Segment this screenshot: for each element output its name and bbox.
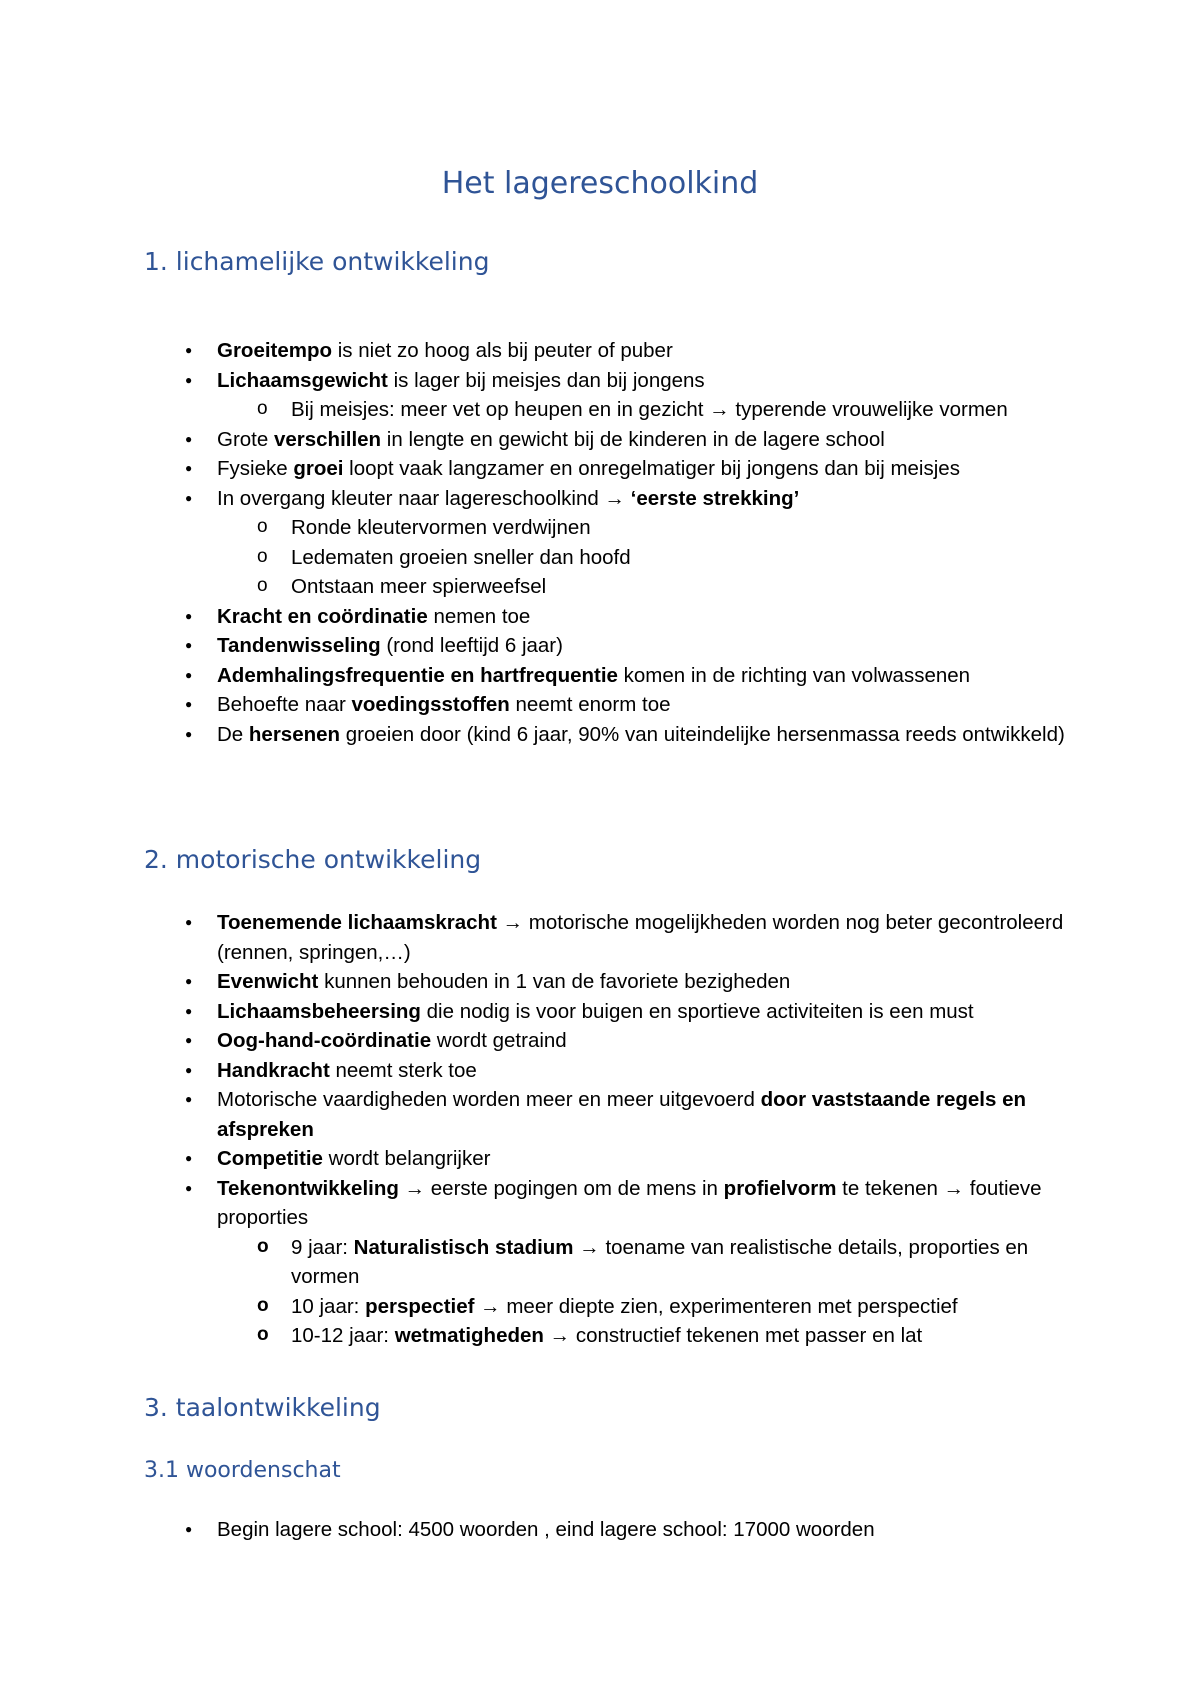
sub-list-item: o Ledematen groeien sneller dan hoofd bbox=[291, 543, 1097, 573]
sub-list-item: o Ronde kleutervormen verdwijnen bbox=[291, 513, 1097, 543]
section-heading-3: 3. taalontwikkeling bbox=[144, 1393, 381, 1422]
section-heading-2: 2. motorische ontwikkeling bbox=[144, 845, 482, 874]
list-item: ● Oog-hand-coördinatie wordt getraind bbox=[217, 1026, 1097, 1056]
list-item: ● De hersenen groeien door (kind 6 jaar, 90% van uiteindelijke hersenmassa reeds ontwikkeld) bbox=[217, 720, 1097, 750]
list-item: ● Handkracht neemt sterk toe bbox=[217, 1056, 1097, 1086]
document-title: Het lagereschoolkind bbox=[441, 166, 759, 201]
list-item: ● Begin lagere school: 4500 woorden , eind lagere school: 17000 woorden bbox=[217, 1515, 1097, 1545]
sub-list-item: o 10 jaar: perspectief → meer diepte zien, experimenteren met perspectief bbox=[291, 1292, 1097, 1322]
list-item: ● Competitie wordt belangrijker bbox=[217, 1144, 1097, 1174]
list-section-3 bbox=[217, 1515, 1097, 1545]
sub-list-item: o Ontstaan meer spierweefsel bbox=[291, 572, 1097, 602]
list-item: ● Fysieke groei loopt vaak langzamer en onregelmatiger bij jongens dan bij meisjes bbox=[217, 454, 1097, 484]
list-item: ● Toenemende lichaamskracht → motorische mogelijkheden worden nog beter gecontroleerd (rennen, springen,…) bbox=[217, 908, 1097, 967]
list-item: ● Behoefte naar voedingsstoffen neemt enorm toe bbox=[217, 690, 1097, 720]
list-item: ● Lichaamsbeheersing die nodig is voor buigen en sportieve activiteiten is een must bbox=[217, 997, 1097, 1027]
subsection-heading-3-1: 3.1 woordenschat bbox=[144, 1458, 341, 1483]
sub-list bbox=[217, 395, 1097, 425]
list-item: ● Motorische vaardigheden worden meer en meer uitgevoerd door vaststaande regels en afspreken bbox=[217, 1085, 1097, 1144]
sub-list-item: o Bij meisjes: meer vet op heupen en in gezicht → typerende vrouwelijke vormen bbox=[291, 395, 1097, 425]
list-item: ● Lichaamsgewicht is lager bij meisjes dan bij jongens o Bij meisjes: meer vet op heupen en in gezicht → typerende vrouwelijke vormen bbox=[217, 366, 1097, 425]
list-item: ● Evenwicht kunnen behouden in 1 van de favoriete bezigheden bbox=[217, 967, 1097, 997]
list-item: ● Groeitempo is niet zo hoog als bij peuter of puber bbox=[217, 336, 1097, 366]
list-section-1 bbox=[217, 336, 1097, 749]
section-heading-1: 1. lichamelijke ontwikkeling bbox=[144, 247, 490, 276]
sub-list-item: o 10-12 jaar: wetmatigheden → constructief tekenen met passer en lat bbox=[291, 1321, 1097, 1351]
sub-list bbox=[217, 513, 1097, 602]
sub-list-item: o 9 jaar: Naturalistisch stadium → toename van realistische details, proporties en vormen bbox=[291, 1233, 1097, 1292]
list-item: ● Tekenontwikkeling → eerste pogingen om de mens in profielvorm te tekenen → foutieve proporties o 9 jaar: Naturalistisch stadium → toename van realistische details, proporties en vormen o 10 jaar: perspectief → meer diepte zien, experimenteren met perspectief o 10-12 jaar: wetmatigheden → constructief tekenen met passer en lat bbox=[217, 1174, 1097, 1351]
list-item: ● Grote verschillen in lengte en gewicht bij de kinderen in de lagere school bbox=[217, 425, 1097, 455]
list-item: ● Ademhalingsfrequentie en hartfrequentie komen in de richting van volwassenen bbox=[217, 661, 1097, 691]
list-item: ● Kracht en coördinatie nemen toe bbox=[217, 602, 1097, 632]
sub-list bbox=[217, 1233, 1097, 1351]
list-section-2 bbox=[217, 908, 1097, 1351]
list-item: ● In overgang kleuter naar lagereschoolkind → ‘eerste strekking’ o Ronde kleutervormen verdwijnen o Ledematen groeien sneller dan hoofd o Ontstaan meer spierweefsel bbox=[217, 484, 1097, 602]
list-item: ● Tandenwisseling (rond leeftijd 6 jaar) bbox=[217, 631, 1097, 661]
